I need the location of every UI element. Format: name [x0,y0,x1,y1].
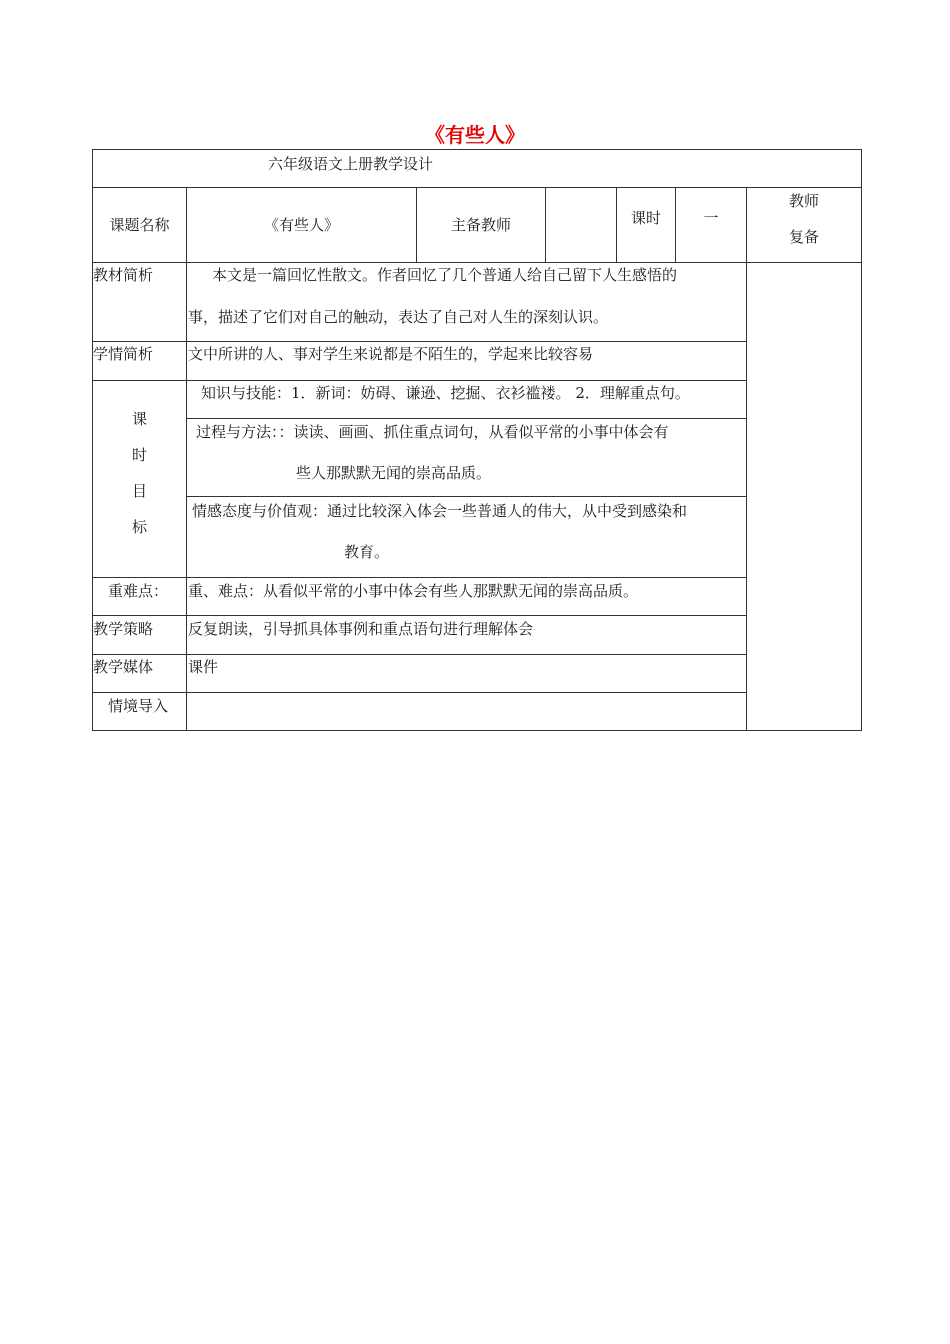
teacher-review-label: 复备 [788,228,819,246]
period-label: 课时 [630,209,661,227]
emotion-objective: 情感态度与价值观：通过比较深入体会一些普通人的伟大，从中受到感染和 [192,502,688,520]
table-border [186,187,187,731]
key-points-text: 重、难点：从看似平常的小事中体会有些人那默默无闻的崇高品质。 [188,582,639,600]
plan-subtitle: 六年级语文上册教学设计 [268,155,434,173]
process-objective: 些人那默默无闻的崇高品质。 [296,464,492,482]
table-border [186,418,747,419]
objectives-label-char: 目 [131,482,147,500]
lesson-name-label: 课题名称 [109,216,170,234]
emotion-objective: 教育。 [344,543,390,561]
table-border [92,341,747,342]
key-points-label: 重难点： [108,582,169,600]
media-text: 课件 [188,658,219,676]
table-border [92,149,93,731]
table-border [92,654,747,655]
objectives-label-char: 标 [131,518,147,536]
table-border [92,149,862,150]
table-border [92,615,747,616]
student-analysis-label: 学情简析 [93,345,154,363]
table-border [92,692,747,693]
table-border [186,496,747,497]
objectives-label-char: 课 [131,410,147,428]
table-border [92,380,747,381]
lesson-name-value: 《有些人》 [263,216,339,234]
objectives-label-char: 时 [131,446,147,464]
teacher-review-label: 教师 [788,192,819,210]
table-border [746,187,747,731]
strategy-text: 反复朗读，引导抓具体事例和重点语句进行理解体会 [188,620,534,638]
table-border [861,149,862,731]
intro-label: 情境导入 [108,697,169,715]
student-analysis-text: 文中所讲的人、事对学生来说都是不陌生的，学起来比较容易 [188,345,594,363]
table-border [545,187,546,262]
main-teacher-label: 主备教师 [450,216,511,234]
table-border [92,577,747,578]
media-label: 教学媒体 [93,658,154,676]
strategy-label: 教学策略 [93,620,154,638]
period-value: 一 [703,209,719,227]
material-analysis-text: 事，描述了它们对自己的触动，表达了自己对人生的深刻认识。 [188,308,609,326]
document-title: 《有些人》 [425,123,525,147]
material-analysis-text: 本文是一篇回忆性散文。作者回忆了几个普通人给自己留下人生感悟的 [212,266,678,284]
knowledge-objective: 知识与技能：1．新词：妨碍、谦逊、挖掘、衣衫褴褛。 2．理解重点句。 [201,384,690,402]
process-objective: 过程与方法：：读读、画画、抓住重点词句，从看似平常的小事中体会有 [196,423,669,441]
material-analysis-label: 教材简析 [93,266,154,284]
